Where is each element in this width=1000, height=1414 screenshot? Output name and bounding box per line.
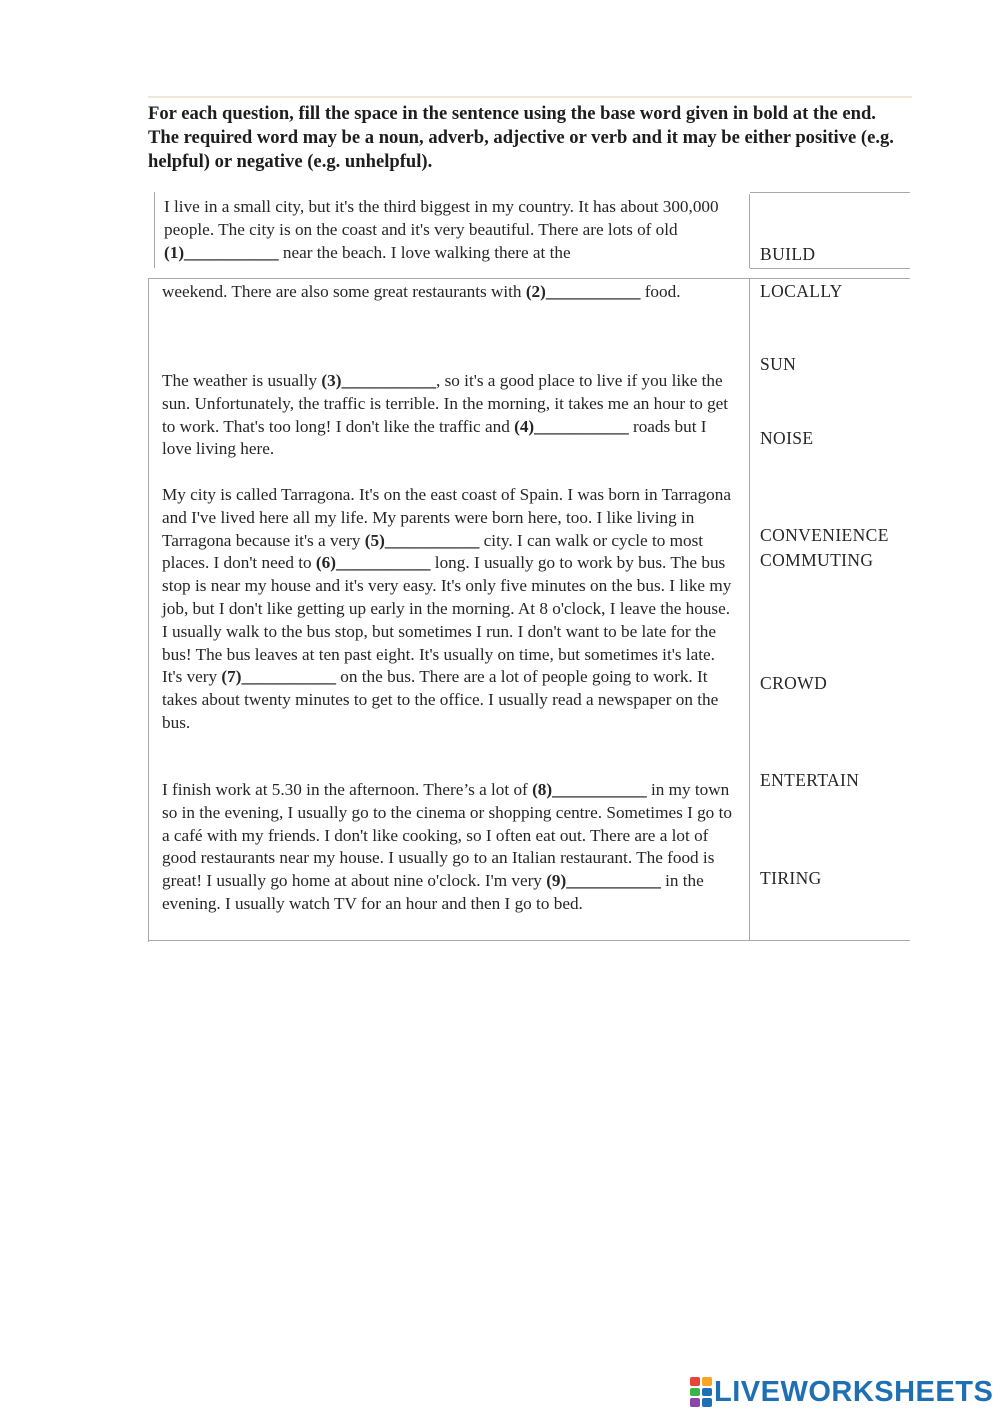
text: My city is called Tarragona. It's on the east coast of Spain. I was born in Tarragona and I've lived here all my life. My parents were born here, too. I like living in Tarragona because it's a very	[162, 485, 731, 550]
gap-blank-9[interactable]: ___________	[566, 871, 661, 891]
liveworksheets-logo	[690, 1374, 993, 1410]
base-word-sun: SUN	[760, 354, 797, 374]
table-border	[749, 194, 750, 268]
logo-block	[690, 1398, 700, 1407]
text: , so it's a good place to live if you like the sun. Unfortunately, the traffic is terrible. In the morning, it takes me an hour to get to work. That's too long! I don't like the traffic and	[162, 371, 729, 436]
base-word-commuting: COMMUTING	[760, 550, 874, 570]
base-word-locally: LOCALLY	[760, 281, 843, 301]
text: I live in a small city, but it's the third biggest in my country. It has about 300,000 people. The city is on the coast and it's very beautiful. There are lots of old	[164, 197, 719, 239]
gap-blank-3[interactable]: ___________	[341, 371, 436, 390]
text: The weather is usually	[162, 371, 322, 390]
text: long. I usually go to work by bus. The bus stop is near my house and it's very easy. It's only five minutes on the bus. I like my job, but I don't like getting up early in the morning. At 8 o'clock, I leave the house. I usually walk to the bus stop, but sometimes I run. I don't want to be late for the bus! The bus leaves at ten past eight. It's usually on time, but sometimes it's late. It's very	[162, 553, 732, 687]
text: in the evening. I usually watch TV for an hour and then I go to bed.	[162, 871, 704, 913]
gap-blank-4[interactable]: ___________	[534, 416, 629, 436]
gap-number: (1)	[164, 242, 185, 262]
gap-number: (2)	[525, 282, 546, 301]
gap-blank-7[interactable]: ___________	[241, 667, 336, 687]
table-border	[749, 278, 750, 940]
text: city. I can walk or cycle to most places. I don't need to	[162, 530, 704, 573]
base-word-tiring: TIRING	[760, 868, 822, 888]
gap-number: (4)	[514, 416, 535, 436]
paragraph-5	[162, 779, 739, 916]
gap-number: (8)	[532, 780, 553, 799]
paragraph-4	[162, 484, 739, 735]
text: near the beach. I love walking there at the	[278, 242, 571, 262]
text: weekend. There are also some great restaurants with	[162, 282, 526, 301]
logo-text: LIVEWORKSHEETS	[714, 1375, 994, 1408]
base-word-noise: NOISE	[760, 428, 814, 448]
table-border	[148, 278, 910, 279]
logo-block	[702, 1398, 712, 1407]
gap-number: (9)	[546, 871, 567, 891]
table-border	[154, 192, 155, 268]
logo-icon	[690, 1377, 712, 1407]
logo-block	[702, 1377, 712, 1386]
gap-blank-2[interactable]: ___________	[545, 282, 641, 301]
base-word-convenience: CONVENIENCE	[760, 525, 889, 545]
text: roads but I love living here.	[162, 416, 707, 459]
table-border	[750, 192, 910, 193]
paragraph-1	[164, 196, 739, 264]
table-border	[148, 278, 149, 942]
text: on the bus. There are a lot of people going to work. It takes about twenty minutes to get to the office. I usually read a newspaper on the bus.	[162, 667, 719, 732]
gap-number: (6)	[315, 553, 336, 573]
gap-blank-1[interactable]: ___________	[184, 242, 279, 262]
gap-number: (5)	[364, 530, 385, 550]
base-word-crowd: CROWD	[760, 673, 828, 693]
base-word-build: BUILD	[760, 244, 816, 264]
table-border	[750, 268, 910, 269]
logo-block	[690, 1388, 700, 1397]
top-rule	[148, 96, 912, 98]
gap-blank-6[interactable]: ___________	[335, 553, 431, 573]
logo-block	[702, 1388, 712, 1397]
text: in my town so in the evening, I usually go to the cinema or shopping centre. Sometimes I go to a café with my friends. I don't like cooking, so I often eat out. There are a lot of good restaurants near my house. I usually go to an Italian restaurant. The food is great! I usually go home at about nine o'clock. I'm very	[162, 780, 732, 891]
logo-block	[690, 1377, 700, 1386]
paragraph-3	[162, 370, 739, 461]
base-word-entertain: ENTERTAIN	[760, 770, 860, 790]
gap-blank-8[interactable]: ___________	[552, 780, 647, 799]
gap-number: (7)	[221, 667, 242, 687]
table-border	[148, 940, 910, 941]
instructions: For each question, fill the space in the sentence using the base word given in bold at the end. The required word may be a noun, adverb, adjective or verb and it may be either positive (e.g. helpful) or negative (e.g. unhelpful).	[148, 103, 894, 172]
gap-blank-5[interactable]: ___________	[384, 530, 480, 550]
text: I finish work at 5.30 in the afternoon. There’s a lot of	[162, 780, 533, 799]
text: food.	[640, 282, 681, 301]
paragraph-2	[162, 281, 739, 304]
gap-number: (3)	[321, 371, 342, 390]
